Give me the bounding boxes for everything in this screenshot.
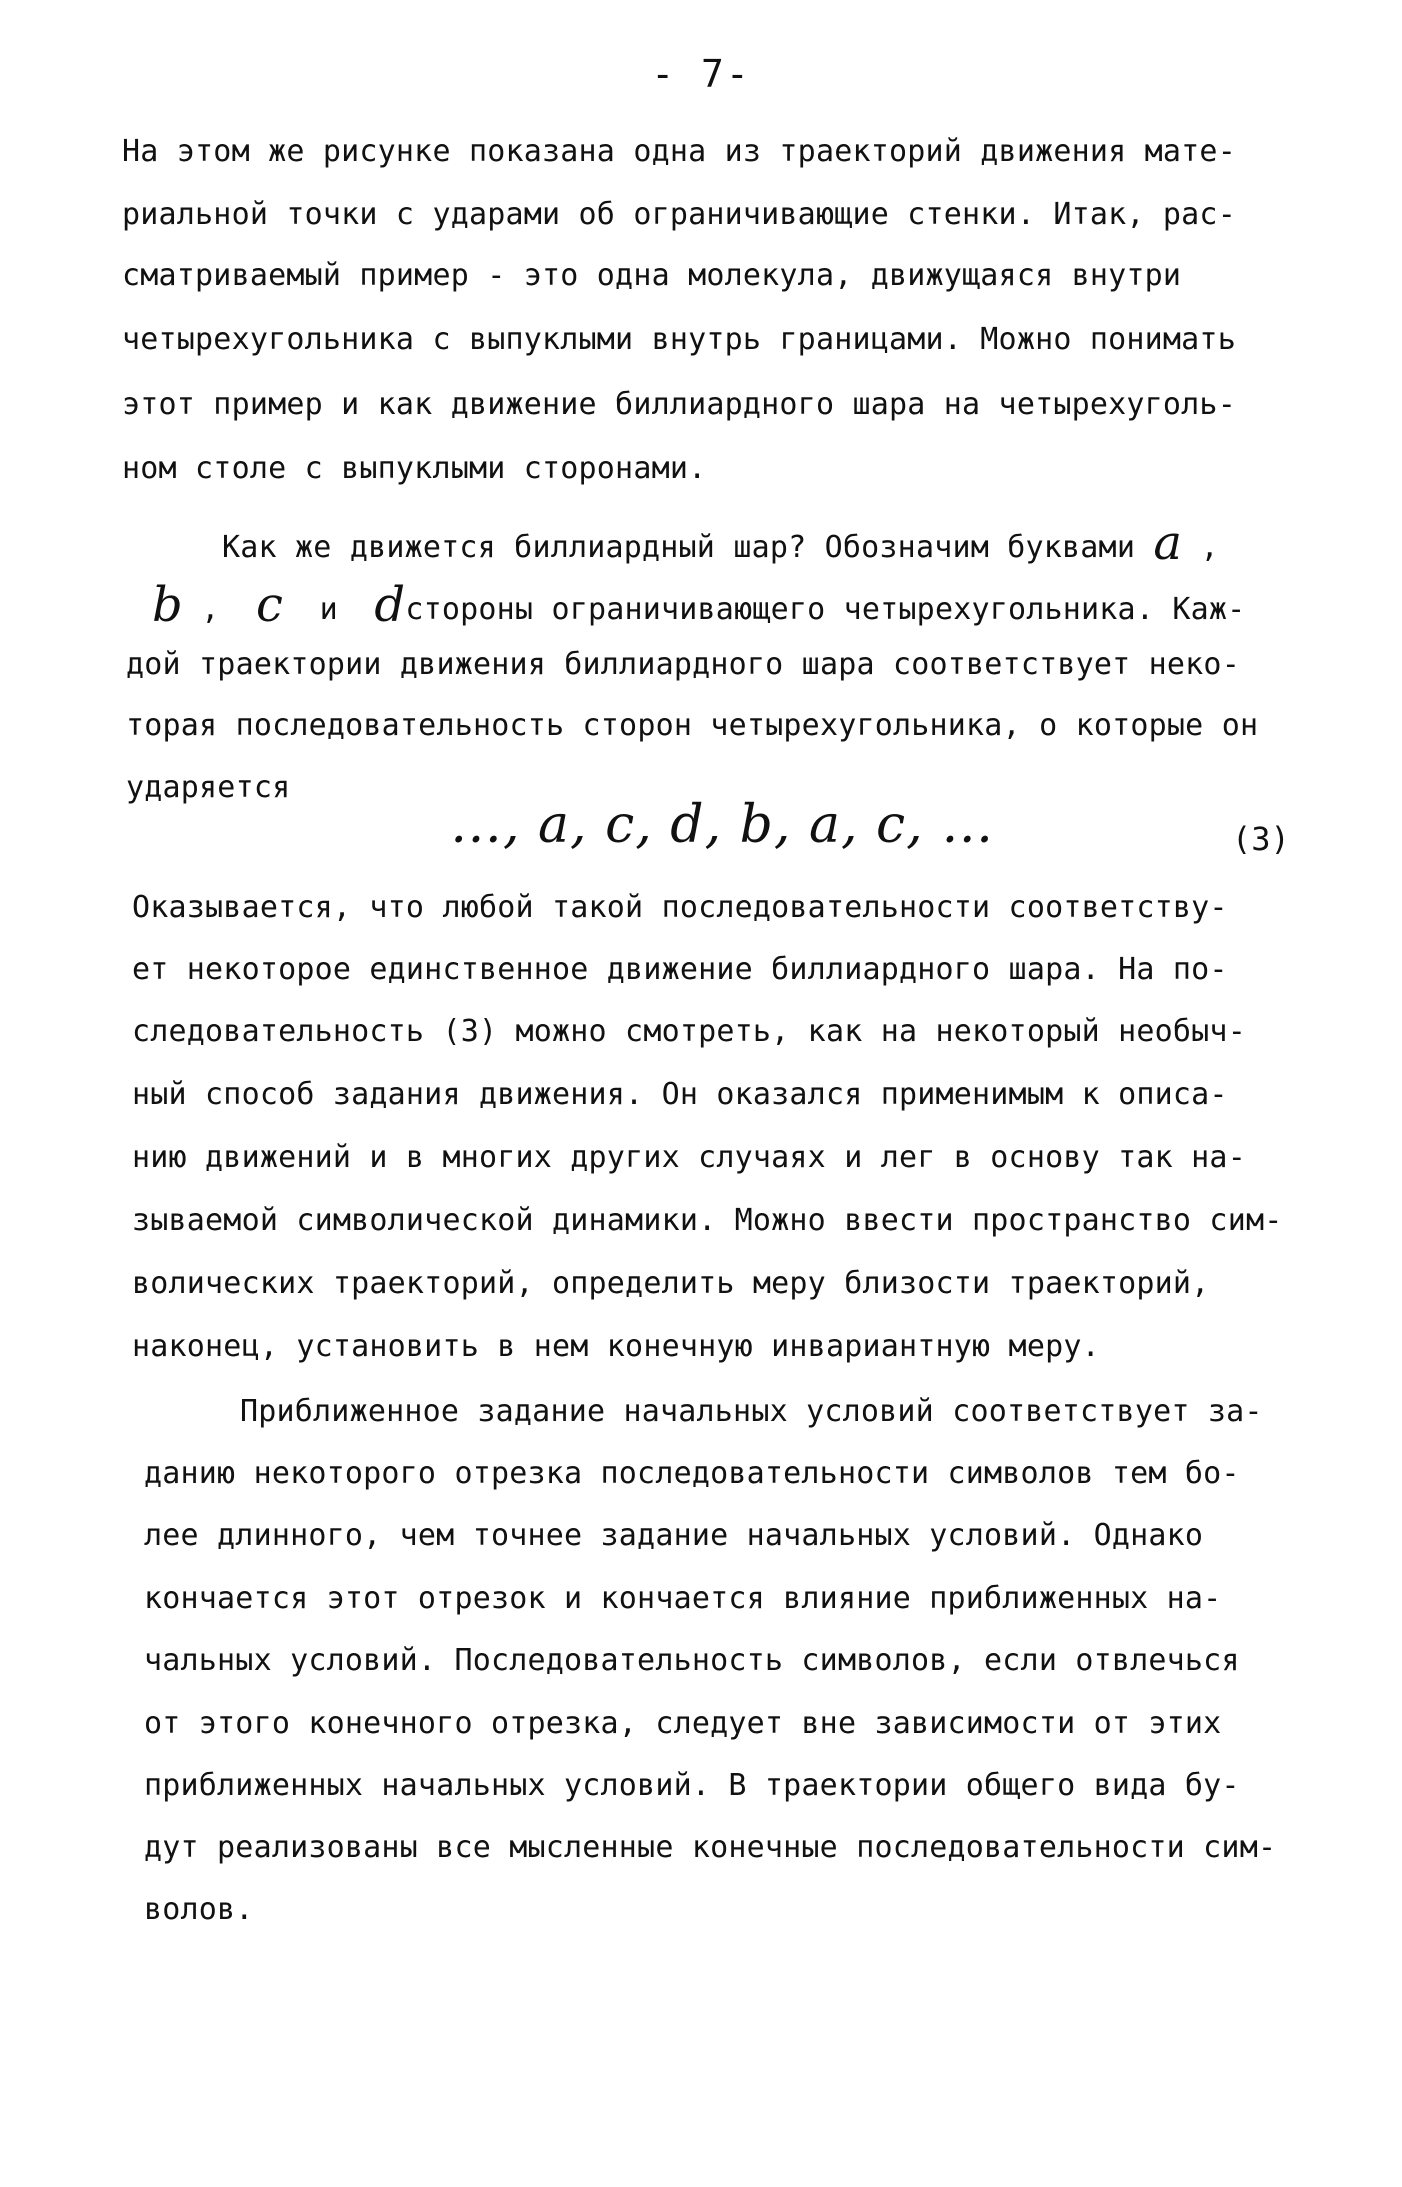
paragraph-line: следовательность (3) можно смотреть, как на некоторый необыч- (132, 1014, 1246, 1049)
conjunction: и (319, 592, 338, 627)
equation-number: (3) (1232, 820, 1290, 858)
paragraph-line: этот пример и как движение биллиардного шара на четырехуголь- (122, 387, 1236, 422)
side-letter-c: c (256, 577, 284, 633)
paragraph-line: дут реализованы все мысленные конечные последовательности сим- (144, 1830, 1277, 1865)
paragraph-line: ный способ задания движения. Он оказался применимым к описа- (132, 1077, 1228, 1112)
symbol-sequence-formula: …, a, c, d, b, a, c, … (450, 795, 995, 855)
paragraph-line: ет некоторое единственное движение биллиардного шара. На по- (132, 952, 1228, 987)
paragraph-line: наконец, установить в нем конечную инвариантную меру. (132, 1329, 1100, 1364)
paragraph-line: Приближенное задание начальных условий соответствует за- (240, 1394, 1263, 1429)
side-letter-a: a (1153, 515, 1183, 571)
paragraph-line: Оказывается, что любой такой последовательности соответству- (132, 890, 1228, 925)
paragraph-line: волов. (144, 1892, 254, 1927)
paragraph-line: четырехугольника с выпуклыми внутрь границами. Можно понимать (122, 322, 1236, 357)
paragraph-line: ном столе с выпуклыми сторонами. (122, 451, 707, 486)
paragraph-line: дой траектории движения биллиардного шара соответствует неко- (126, 647, 1240, 682)
paragraph-line: лее длинного, чем точнее задание начальных условий. Однако (144, 1518, 1204, 1553)
paragraph-line: нию движений и в многих других случаях и лег в основу так на- (132, 1140, 1246, 1175)
page-number: - 7- (651, 52, 751, 96)
punctuation: , (1200, 530, 1219, 565)
punctuation: , (201, 592, 220, 627)
paragraph-line-text: стороны ограничивающего четырехугольника. Каж- (405, 592, 1246, 627)
paragraph-line: торая последовательность сторон четырехугольника, о которые он (126, 708, 1259, 743)
paragraph-line: сматриваемый пример - это одна молекула, движущаяся внутри (122, 258, 1182, 293)
paragraph-line (152, 575, 1245, 631)
paragraph-line: данию некоторого отрезка последовательности символов тем бо- (144, 1456, 1240, 1491)
paragraph-line: зываемой символической динамики. Можно ввести пространство сим- (132, 1203, 1283, 1238)
paragraph-line: кончается этот отрезок и кончается влияние приближенных на- (144, 1581, 1222, 1616)
paragraph-line: от этого конечного отрезка, следует вне зависимости от этих (144, 1706, 1222, 1741)
side-letter-b: b (152, 577, 183, 633)
paragraph-line: На этом же рисунке показана одна из траекторий движения мате- (122, 134, 1236, 169)
side-letter-d: d (374, 577, 406, 633)
paragraph-line: волических траекторий, определить меру близости траекторий, (132, 1266, 1210, 1301)
paragraph-line-text: Как же движется биллиардный шар? Обозначим буквами (222, 530, 1136, 565)
paragraph-line: чальных условий. Последовательность символов, если отвлечься (144, 1643, 1240, 1678)
paragraph-line: риальной точки с ударами об ограничивающие стенки. Итак, рас- (122, 197, 1236, 232)
paragraph-line (222, 513, 1219, 569)
paragraph-line: ударяется (126, 770, 291, 805)
paragraph-line: приближенных начальных условий. В траектории общего вида бу- (144, 1768, 1240, 1803)
